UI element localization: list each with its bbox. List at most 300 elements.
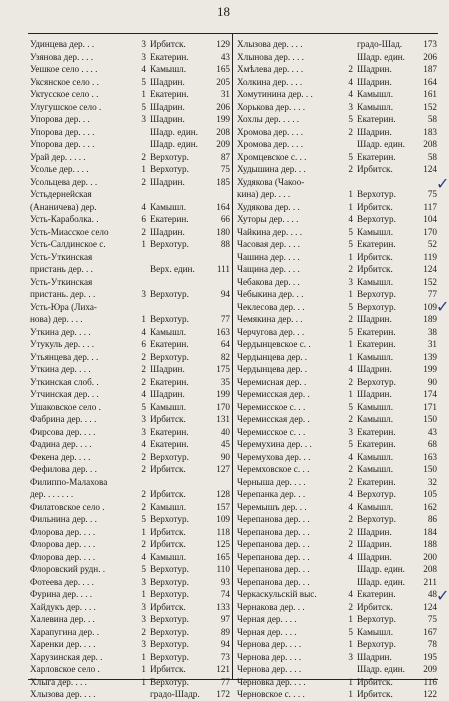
district-number: 3 — [141, 601, 146, 612]
district-name: Екатерин. — [357, 239, 396, 249]
settlement-name: Черная дер. . . . — [237, 626, 297, 637]
district-number: 2 — [141, 364, 146, 374]
index-entry — [28, 426, 232, 439]
district-number: 3 — [141, 426, 146, 437]
settlement-name: Харапугина дер. . — [30, 626, 99, 637]
page-ref: 161 — [423, 89, 437, 99]
index-entry — [235, 513, 439, 526]
district-number: 1 — [348, 339, 353, 349]
index-entry — [28, 451, 232, 464]
settlement-name: Уксянское село . . — [30, 76, 99, 87]
index-entry — [235, 601, 439, 614]
index-entry — [235, 163, 439, 176]
page-ref: 31 — [427, 339, 437, 349]
index-entry — [235, 488, 439, 501]
index-entry — [28, 438, 232, 451]
settlement-name: Черемисская дер. . — [237, 389, 310, 399]
district-name: Верхотур. — [357, 514, 396, 524]
district-number: 1 — [348, 289, 353, 299]
page-ref: 110 — [216, 564, 230, 574]
district-number: 3 — [141, 39, 146, 49]
district-number: 3 — [141, 114, 146, 124]
district-number: 2 — [348, 264, 353, 274]
settlement-name: Флоровский рудн. . — [30, 564, 106, 574]
page-ref: 78 — [427, 639, 437, 649]
district-number: 5 — [348, 239, 353, 249]
district-number: 2 — [141, 151, 146, 162]
settlement-name: Утчинская дер. . . — [30, 389, 99, 399]
page-ref: 104 — [423, 214, 437, 224]
page-ref: 124 — [423, 264, 437, 274]
page-ref: 77 — [427, 289, 437, 299]
index-entry — [235, 113, 439, 126]
settlement-name: Усть-Юра (Лиха- — [30, 301, 97, 312]
settlement-name: Чернова дер. . . . — [237, 651, 302, 662]
right-column — [235, 38, 439, 701]
index-entry — [235, 626, 439, 639]
district-number: 4 — [348, 451, 353, 462]
district-number: 1 — [348, 639, 353, 649]
district-name: Верхотур. — [357, 301, 396, 312]
page-ref: 163 — [216, 326, 230, 337]
index-entry — [28, 126, 232, 139]
district-number: 1 — [348, 614, 353, 624]
settlement-name: Черепанова дер. . . — [237, 564, 310, 574]
district-name: Камышл. — [150, 326, 187, 337]
index-entry — [28, 526, 232, 539]
settlement-name: Хромова дер. . . . — [237, 126, 304, 137]
index-table — [28, 33, 438, 699]
index-entry — [235, 538, 439, 551]
index-entry — [28, 188, 232, 201]
district-name: Екатерин. — [357, 589, 396, 599]
index-entry — [28, 626, 232, 639]
index-entry — [28, 251, 232, 264]
district-name: Верхотур. — [150, 589, 189, 599]
index-entry — [235, 176, 439, 189]
index-entry — [28, 301, 232, 314]
district-name: Екатерин. — [150, 426, 189, 437]
pencil-check-mark: ✓ — [436, 586, 449, 605]
district-name: Шадрин. — [357, 76, 392, 87]
settlement-name: Узянова дер. . . . — [30, 51, 94, 62]
page-ref: 43 — [220, 51, 230, 62]
district-name: Верхотур. — [150, 314, 189, 324]
settlement-name: Халевина дер. . . — [30, 614, 95, 624]
page-ref: 32 — [427, 476, 437, 487]
district-number: 5 — [348, 301, 353, 312]
index-entry — [28, 151, 232, 164]
page-ref: 205 — [216, 76, 230, 87]
district-name: Верхотур. — [150, 626, 189, 637]
page-ref: 90 — [220, 451, 230, 462]
index-entry — [235, 501, 439, 514]
settlement-name: Фурина дер. . . . — [30, 589, 93, 599]
district-number: 3 — [348, 426, 353, 437]
district-number: 3 — [141, 639, 146, 649]
district-name: Верхотур. — [357, 189, 396, 199]
index-entry — [28, 651, 232, 664]
settlement-name: Черемисское с. . . — [237, 401, 306, 412]
page-ref: 75 — [427, 189, 437, 199]
district-number: 1 — [348, 251, 353, 262]
page-number: 18 — [217, 4, 230, 19]
index-entry — [28, 263, 232, 276]
index-entry — [235, 651, 439, 664]
district-number: 2 — [348, 126, 353, 137]
settlement-name: Чердынцева дер. . — [237, 351, 308, 362]
page-ref: 127 — [216, 464, 230, 474]
district-name: Камышл. — [357, 626, 394, 637]
page-ref: 109 — [216, 514, 230, 524]
district-name: Шадрин. — [357, 64, 392, 74]
district-name: Екатерин. — [150, 89, 189, 99]
index-entry — [28, 101, 232, 114]
index-entry — [235, 88, 439, 101]
index-entry — [28, 551, 232, 564]
index-entry — [235, 51, 439, 64]
district-number: 1 — [141, 164, 146, 174]
settlement-name: Хорькова дер. . . . — [237, 101, 306, 112]
district-name: Камышл. — [357, 464, 394, 474]
district-number: 2 — [348, 64, 353, 74]
district-name: Верхотур. — [150, 639, 189, 649]
district-name: Верхотур. — [150, 676, 189, 687]
district-number: 2 — [141, 226, 146, 237]
page-ref: 209 — [423, 664, 437, 674]
district-name: Шадрин. — [357, 389, 392, 399]
district-number: 1 — [141, 676, 146, 687]
index-entry — [28, 613, 232, 626]
settlement-name: Чернова дер. . . . — [237, 639, 302, 649]
settlement-name: Черепанка дер. . . — [237, 489, 306, 499]
district-name: Камышл. — [150, 401, 187, 412]
district-number: 3 — [141, 614, 146, 624]
settlement-name: Упорова дер. . . — [30, 114, 90, 124]
index-entry — [28, 601, 232, 614]
index-entry — [235, 438, 439, 451]
district-name: Ирбитск. — [150, 414, 186, 424]
index-entry — [28, 538, 232, 551]
district-name: Шадрин. — [357, 126, 392, 137]
settlement-name: Хромцевское с. . . — [237, 151, 307, 162]
settlement-name: Фабрина дер. . . . — [30, 414, 97, 424]
district-number: 3 — [348, 276, 353, 287]
settlement-name: Усть-Уткинская — [30, 251, 93, 262]
district-name: Верхотур. — [150, 239, 189, 249]
district-name: Верхотур. — [357, 289, 396, 299]
settlement-name: Хлызова дер. . . . — [30, 689, 96, 699]
settlement-name: Худякова дер. . . — [237, 201, 300, 212]
settlement-name: Усть-Уткинская — [30, 276, 93, 287]
index-entry — [235, 138, 439, 151]
district-name: Ирбитск. — [150, 489, 186, 499]
index-entry — [28, 226, 232, 239]
district-name: Екатерин. — [357, 326, 396, 337]
index-entry — [235, 388, 439, 401]
page-ref: 164 — [216, 201, 230, 212]
district-number: 1 — [141, 314, 146, 324]
index-entry — [235, 613, 439, 626]
district-number: 2 — [141, 451, 146, 462]
index-entry — [235, 663, 439, 676]
settlement-name: Усть-Миасское село — [30, 226, 109, 237]
index-entry — [235, 101, 439, 114]
district-number: 5 — [141, 514, 146, 524]
district-name: Камышл. — [357, 101, 394, 112]
district-name: Ирбитск. — [150, 526, 186, 537]
pencil-check-mark: ✓ — [436, 174, 449, 193]
index-entry — [235, 263, 439, 276]
district-name: Шадрин. — [357, 539, 392, 549]
settlement-name: Чебакова дер. . . — [237, 276, 300, 287]
settlement-name: Уткина дер. . . . — [30, 364, 91, 374]
district-number: 1 — [141, 239, 146, 249]
settlement-name: Чеклесова дер. . . — [237, 301, 305, 312]
index-entry — [235, 463, 439, 476]
district-name: Шадрин. — [150, 114, 185, 124]
settlement-name: Черепанова дер. . . — [237, 551, 310, 562]
district-name: Камышл. — [357, 501, 394, 512]
district-number: 1 — [141, 589, 146, 599]
district-name: Камышл. — [357, 401, 394, 412]
district-number: 3 — [141, 289, 146, 299]
district-name: Шадрин. — [150, 364, 185, 374]
settlement-name: Фирсова дер. . . . — [30, 426, 96, 437]
district-number: 4 — [348, 76, 353, 87]
district-name: Камышл. — [150, 64, 187, 74]
page-ref: 165 — [216, 64, 230, 74]
page-ref: 88 — [220, 239, 230, 249]
district-name: Шадр. един. — [150, 126, 198, 137]
index-entry — [28, 413, 232, 426]
index-entry — [28, 676, 232, 689]
page-ref: 183 — [423, 126, 437, 137]
settlement-name: Черепанова дер. . . — [237, 514, 310, 524]
left-column — [28, 38, 232, 701]
index-entry — [235, 451, 439, 464]
district-number: 1 — [348, 689, 353, 699]
district-number: 5 — [348, 326, 353, 337]
settlement-name: Фефилова дер. . . — [30, 464, 97, 474]
page-ref: 64 — [220, 339, 230, 349]
page-ref: 150 — [423, 414, 437, 424]
page-ref: 125 — [216, 539, 230, 549]
index-entry — [235, 351, 439, 364]
index-entry — [235, 376, 439, 389]
settlement-name: Хмѣлева дер. . . . — [237, 64, 304, 74]
settlement-name: Харенки дер. . . . — [30, 639, 96, 649]
district-number: 3 — [141, 414, 146, 424]
page-ref: 152 — [423, 276, 437, 287]
page-ref: 118 — [216, 526, 230, 537]
district-name: Ирбитск. — [357, 164, 393, 174]
index-entry — [235, 188, 439, 201]
index-entry — [235, 301, 439, 314]
page-ref: 73 — [220, 651, 230, 662]
index-entry — [235, 276, 439, 289]
settlement-name: Черновское с. . . . — [237, 689, 305, 699]
district-number: 2 — [348, 601, 353, 612]
district-number: 5 — [348, 439, 353, 449]
district-name: Ирбитск. — [150, 601, 186, 612]
page-ref: 162 — [423, 501, 437, 512]
settlement-name: Уешкое село . . . . — [30, 64, 98, 74]
page-ref: 172 — [216, 689, 230, 699]
index-entry — [235, 201, 439, 214]
district-name: Екатерин. — [150, 51, 189, 62]
settlement-name: Часовая дер. . . . — [237, 239, 300, 249]
page-ref: 74 — [220, 589, 230, 599]
page-ref: 211 — [423, 576, 437, 587]
page-ref: 206 — [423, 51, 437, 62]
district-number: 1 — [348, 389, 353, 399]
page-ref: 139 — [423, 351, 437, 362]
district-name: Екатерин. — [357, 426, 396, 437]
district-name: Верхотур. — [150, 651, 189, 662]
district-number: 2 — [348, 464, 353, 474]
settlement-name: Фекена дер. . . . — [30, 451, 91, 462]
page-ref: 180 — [216, 226, 230, 237]
index-entry — [235, 688, 439, 701]
index-entry — [28, 238, 232, 251]
settlement-name: Хлызова дер. . . . — [237, 39, 303, 49]
index-entry — [28, 351, 232, 364]
settlement-name: Уткина дер. . . . — [30, 326, 91, 337]
page-ref: 75 — [427, 614, 437, 624]
settlement-name: Фотеева дер. . . . — [30, 576, 94, 587]
index-entry — [28, 488, 232, 501]
page-ref: 43 — [427, 426, 437, 437]
district-number: 1 — [348, 351, 353, 362]
district-number: 4 — [348, 551, 353, 562]
district-name: Ирбитск. — [357, 264, 393, 274]
district-number: 1 — [348, 189, 353, 199]
settlement-name: Худышина дер. . . — [237, 164, 306, 174]
index-entry — [235, 426, 439, 439]
settlement-name: Удинцева дер. . . — [30, 39, 95, 49]
settlement-name: Черемухина дер. . . — [237, 439, 312, 449]
index-entry — [28, 363, 232, 376]
settlement-name: Черная дер. . . . — [237, 614, 297, 624]
district-number: 2 — [141, 539, 146, 549]
settlement-name: Чашина дер. . . . — [237, 251, 300, 262]
index-entry — [28, 388, 232, 401]
settlement-name: Упорова дер. . . . — [30, 139, 95, 149]
settlement-name: Черемисская дер. . — [237, 414, 310, 424]
page-ref: 90 — [427, 376, 437, 387]
page-ref: 82 — [220, 351, 230, 362]
settlement-name: Чемякина дер. . . — [237, 314, 303, 324]
index-entry — [235, 338, 439, 351]
district-name: Шадр. един. — [357, 576, 405, 587]
district-name: Екатерин. — [150, 376, 189, 387]
district-name: Екатерин. — [150, 339, 189, 349]
district-name: Ирбитск. — [357, 251, 393, 262]
district-number: 2 — [348, 314, 353, 324]
index-entry — [28, 576, 232, 589]
page-ref: 175 — [216, 364, 230, 374]
district-number: 5 — [348, 151, 353, 162]
district-number: 1 — [348, 676, 353, 687]
page-ref: 75 — [220, 164, 230, 174]
page-ref: 58 — [427, 114, 437, 124]
index-entry — [235, 588, 439, 601]
district-name: Екатерин. — [150, 214, 189, 224]
district-name: Камышл. — [357, 276, 394, 287]
page-ref: 124 — [423, 164, 437, 174]
district-number: 3 — [141, 576, 146, 587]
settlement-name: Чебыкина дер. . . — [237, 289, 304, 299]
index-entry — [28, 463, 232, 476]
settlement-name: Черемухова дер. . . — [237, 451, 311, 462]
settlement-name: Хохлы дер. . . . . — [237, 114, 300, 124]
settlement-name: Хомутинина дер. . . — [237, 89, 313, 99]
index-entry — [28, 138, 232, 151]
index-entry — [235, 76, 439, 89]
page-ref: 150 — [423, 464, 437, 474]
district-name: Екатерин. — [357, 151, 396, 162]
settlement-name: Устьдернейская — [30, 189, 92, 199]
settlement-name: Флорова дер. . . . — [30, 539, 96, 549]
district-number: 5 — [348, 226, 353, 237]
settlement-name: Упорова дер. . . . — [30, 126, 95, 137]
page-ref: 122 — [423, 689, 437, 699]
index-entry — [235, 251, 439, 264]
settlement-name: пристань дер. . . — [30, 264, 93, 274]
district-number: 2 — [141, 464, 146, 474]
settlement-name: Утьянцева дер. . . — [30, 351, 99, 362]
index-entry — [235, 413, 439, 426]
settlement-name: Хромова дер. . . . — [237, 139, 304, 149]
settlement-name: дер. . . . . . . — [30, 489, 74, 499]
page-ref: 188 — [423, 539, 437, 549]
page-ref: 199 — [216, 114, 230, 124]
district-name: Камышл. — [150, 201, 187, 212]
district-number: 3 — [141, 51, 146, 62]
page-ref: 189 — [423, 314, 437, 324]
settlement-name: Фильнина дер. . . — [30, 514, 97, 524]
index-entry — [235, 638, 439, 651]
page-ref: 171 — [423, 401, 437, 412]
district-name: Верхотур. — [150, 451, 189, 462]
page-ref: 167 — [423, 626, 437, 637]
settlement-name: Утукуль дер. . . . — [30, 339, 95, 349]
settlement-name: Черепанова дер. . . — [237, 539, 310, 549]
district-name: градо-Шадр. — [150, 689, 200, 699]
page-ref: 52 — [427, 239, 437, 249]
page-ref: 128 — [216, 489, 230, 499]
page-ref: 109 — [423, 301, 437, 312]
settlement-name: Филатовское село . — [30, 501, 105, 512]
page-ref: 129 — [216, 39, 230, 49]
district-name: Камышл. — [150, 501, 187, 512]
settlement-name: Чердынцева дер. . — [237, 364, 308, 374]
page-ref: 206 — [216, 101, 230, 112]
page-ref: 86 — [427, 514, 437, 524]
page-ref: 89 — [220, 626, 230, 637]
page-ref: 77 — [220, 676, 230, 687]
district-number: 4 — [348, 364, 353, 374]
district-name: Верх. един. — [150, 264, 195, 274]
settlement-name: пристань. дер. . . — [30, 289, 96, 299]
index-entry — [28, 326, 232, 339]
settlement-name: Черемышъ дер. . . — [237, 501, 307, 512]
page-ref: 174 — [423, 389, 437, 399]
district-number: 4 — [141, 389, 146, 399]
district-name: Шадр. един. — [357, 664, 405, 674]
settlement-name: Черепанова дер. . . — [237, 576, 310, 587]
